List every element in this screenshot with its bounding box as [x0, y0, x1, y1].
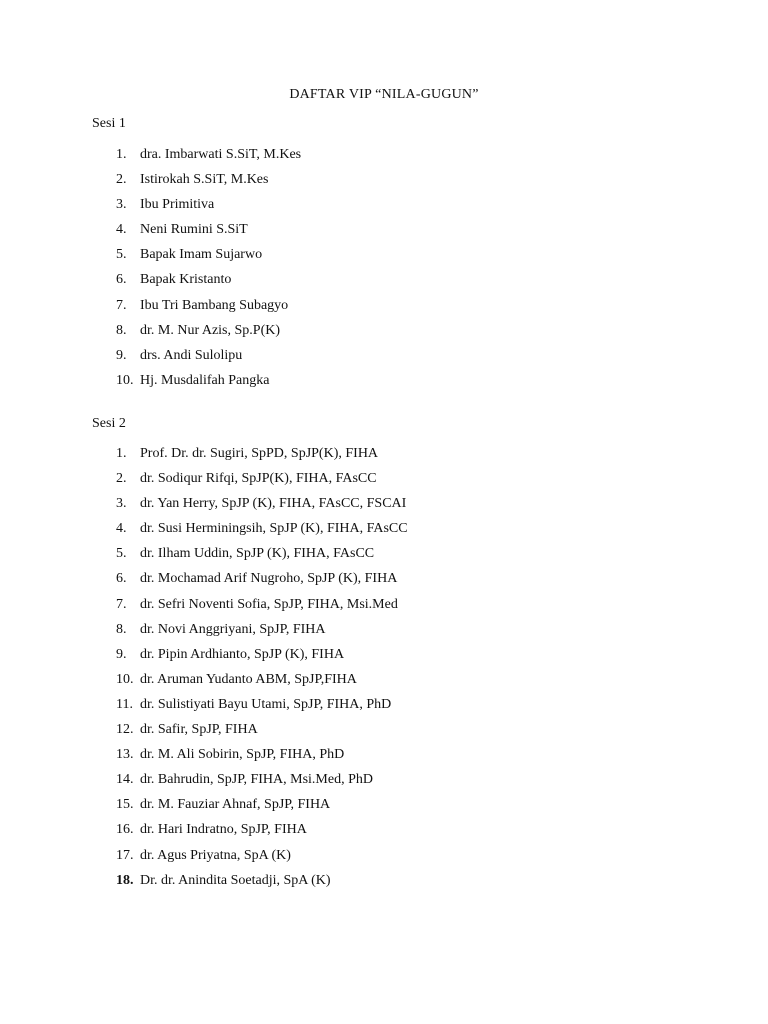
list-item-number: 16. [116, 822, 134, 838]
list-item-number: 6. [116, 272, 127, 288]
list-item-name: dr. Yan Herry, SpJP (K), FIHA, FAsCC, FSCAI [140, 496, 407, 512]
list-item-name: Ibu Tri Bambang Subagyo [140, 297, 289, 313]
list-item-number: 1. [116, 147, 127, 162]
list-item-name: dr. Aruman Yudanto ABM, SpJP,FIHA [140, 671, 357, 687]
list-item-number: 2. [116, 172, 127, 188]
list-item-name: dr. Agus Priyatna, SpA (K) [140, 847, 291, 863]
list-item-name: dr. Sulistiyati Bayu Utami, SpJP, FIHA, PhD [140, 696, 392, 712]
list-item-name: dr. Sodiqur Rifqi, SpJP(K), FIHA, FAsCC [140, 471, 377, 487]
list-item-name: dr. M. Fauziar Ahnaf, SpJP, FIHA [140, 797, 331, 813]
list-item-name: Ibu Primitiva [140, 197, 215, 213]
list-item-number: 5. [116, 546, 127, 562]
list-item-number: 4. [116, 222, 127, 238]
list-item-name: dr. M. Ali Sobirin, SpJP, FIHA, PhD [140, 747, 345, 763]
list-item-number: 6. [116, 571, 127, 587]
list-item-number: 18. [116, 872, 134, 888]
list-item-number: 1. [116, 446, 127, 461]
list-item-name: dr. Susi Herminingsih, SpJP (K), FIHA, FAsCC [140, 521, 408, 537]
list-item-number: 7. [116, 596, 127, 612]
list-item-number: 8. [116, 322, 127, 338]
list-item-name: Istirokah S.SiT, M.Kes [140, 172, 269, 188]
list-item-name: drs. Andi Sulolipu [140, 347, 243, 363]
list-item-name: dr. Bahrudin, SpJP, FIHA, Msi.Med, PhD [140, 772, 373, 788]
list-item-name: Neni Rumini S.SiT [140, 222, 248, 238]
list-item-number: 3. [116, 197, 127, 213]
list-item-number: 14. [116, 772, 134, 788]
list-item-name: Dr. dr. Anindita Soetadji, SpA (K) [140, 872, 331, 888]
list-item-number: 7. [116, 297, 127, 313]
list-item-name: dr. Novi Anggriyani, SpJP, FIHA [140, 621, 326, 637]
list-item-name: dr. Ilham Uddin, SpJP (K), FIHA, FAsCC [140, 546, 375, 562]
list-item-number: 8. [116, 621, 127, 637]
list-item-number: 9. [116, 347, 127, 363]
list-item-name: dr. M. Nur Azis, Sp.P(K) [140, 322, 281, 338]
list-item-number: 9. [116, 646, 127, 662]
list-item-number: 3. [116, 496, 127, 512]
list-item-name: dr. Mochamad Arif Nugroho, SpJP (K), FIHA [140, 571, 398, 587]
list-item-number: 10. [116, 671, 134, 687]
list-item-number: 13. [116, 747, 134, 763]
list-item-number: 12. [116, 722, 134, 738]
list-item-number: 11. [116, 696, 133, 712]
list-item-number: 10. [116, 372, 134, 388]
list-item-number: 15. [116, 797, 134, 813]
document-title: DAFTAR VIP “NILA-GUGUN” [289, 87, 479, 102]
list-item-name: dra. Imbarwati S.SiT, M.Kes [140, 147, 302, 162]
list-item-name: dr. Pipin Ardhianto, SpJP (K), FIHA [140, 646, 345, 662]
list-item-number: 5. [116, 247, 127, 263]
session-2-heading: Sesi 2 [92, 416, 126, 431]
list-item-name: dr. Hari Indratno, SpJP, FIHA [140, 822, 307, 838]
session-1-heading: Sesi 1 [92, 116, 126, 131]
list-item-name: dr. Safir, SpJP, FIHA [140, 722, 258, 738]
list-item-name: Prof. Dr. dr. Sugiri, SpPD, SpJP(K), FIHA [140, 446, 379, 461]
list-item-name: Bapak Kristanto [140, 272, 232, 288]
list-item-number: 17. [116, 847, 134, 863]
list-item-name: Hj. Musdalifah Pangka [140, 372, 270, 388]
list-item-name: Bapak Imam Sujarwo [140, 247, 263, 263]
list-item-number: 4. [116, 521, 127, 537]
list-item-number: 2. [116, 471, 127, 487]
list-item-name: dr. Sefri Noventi Sofia, SpJP, FIHA, Msi.Med [140, 596, 398, 612]
